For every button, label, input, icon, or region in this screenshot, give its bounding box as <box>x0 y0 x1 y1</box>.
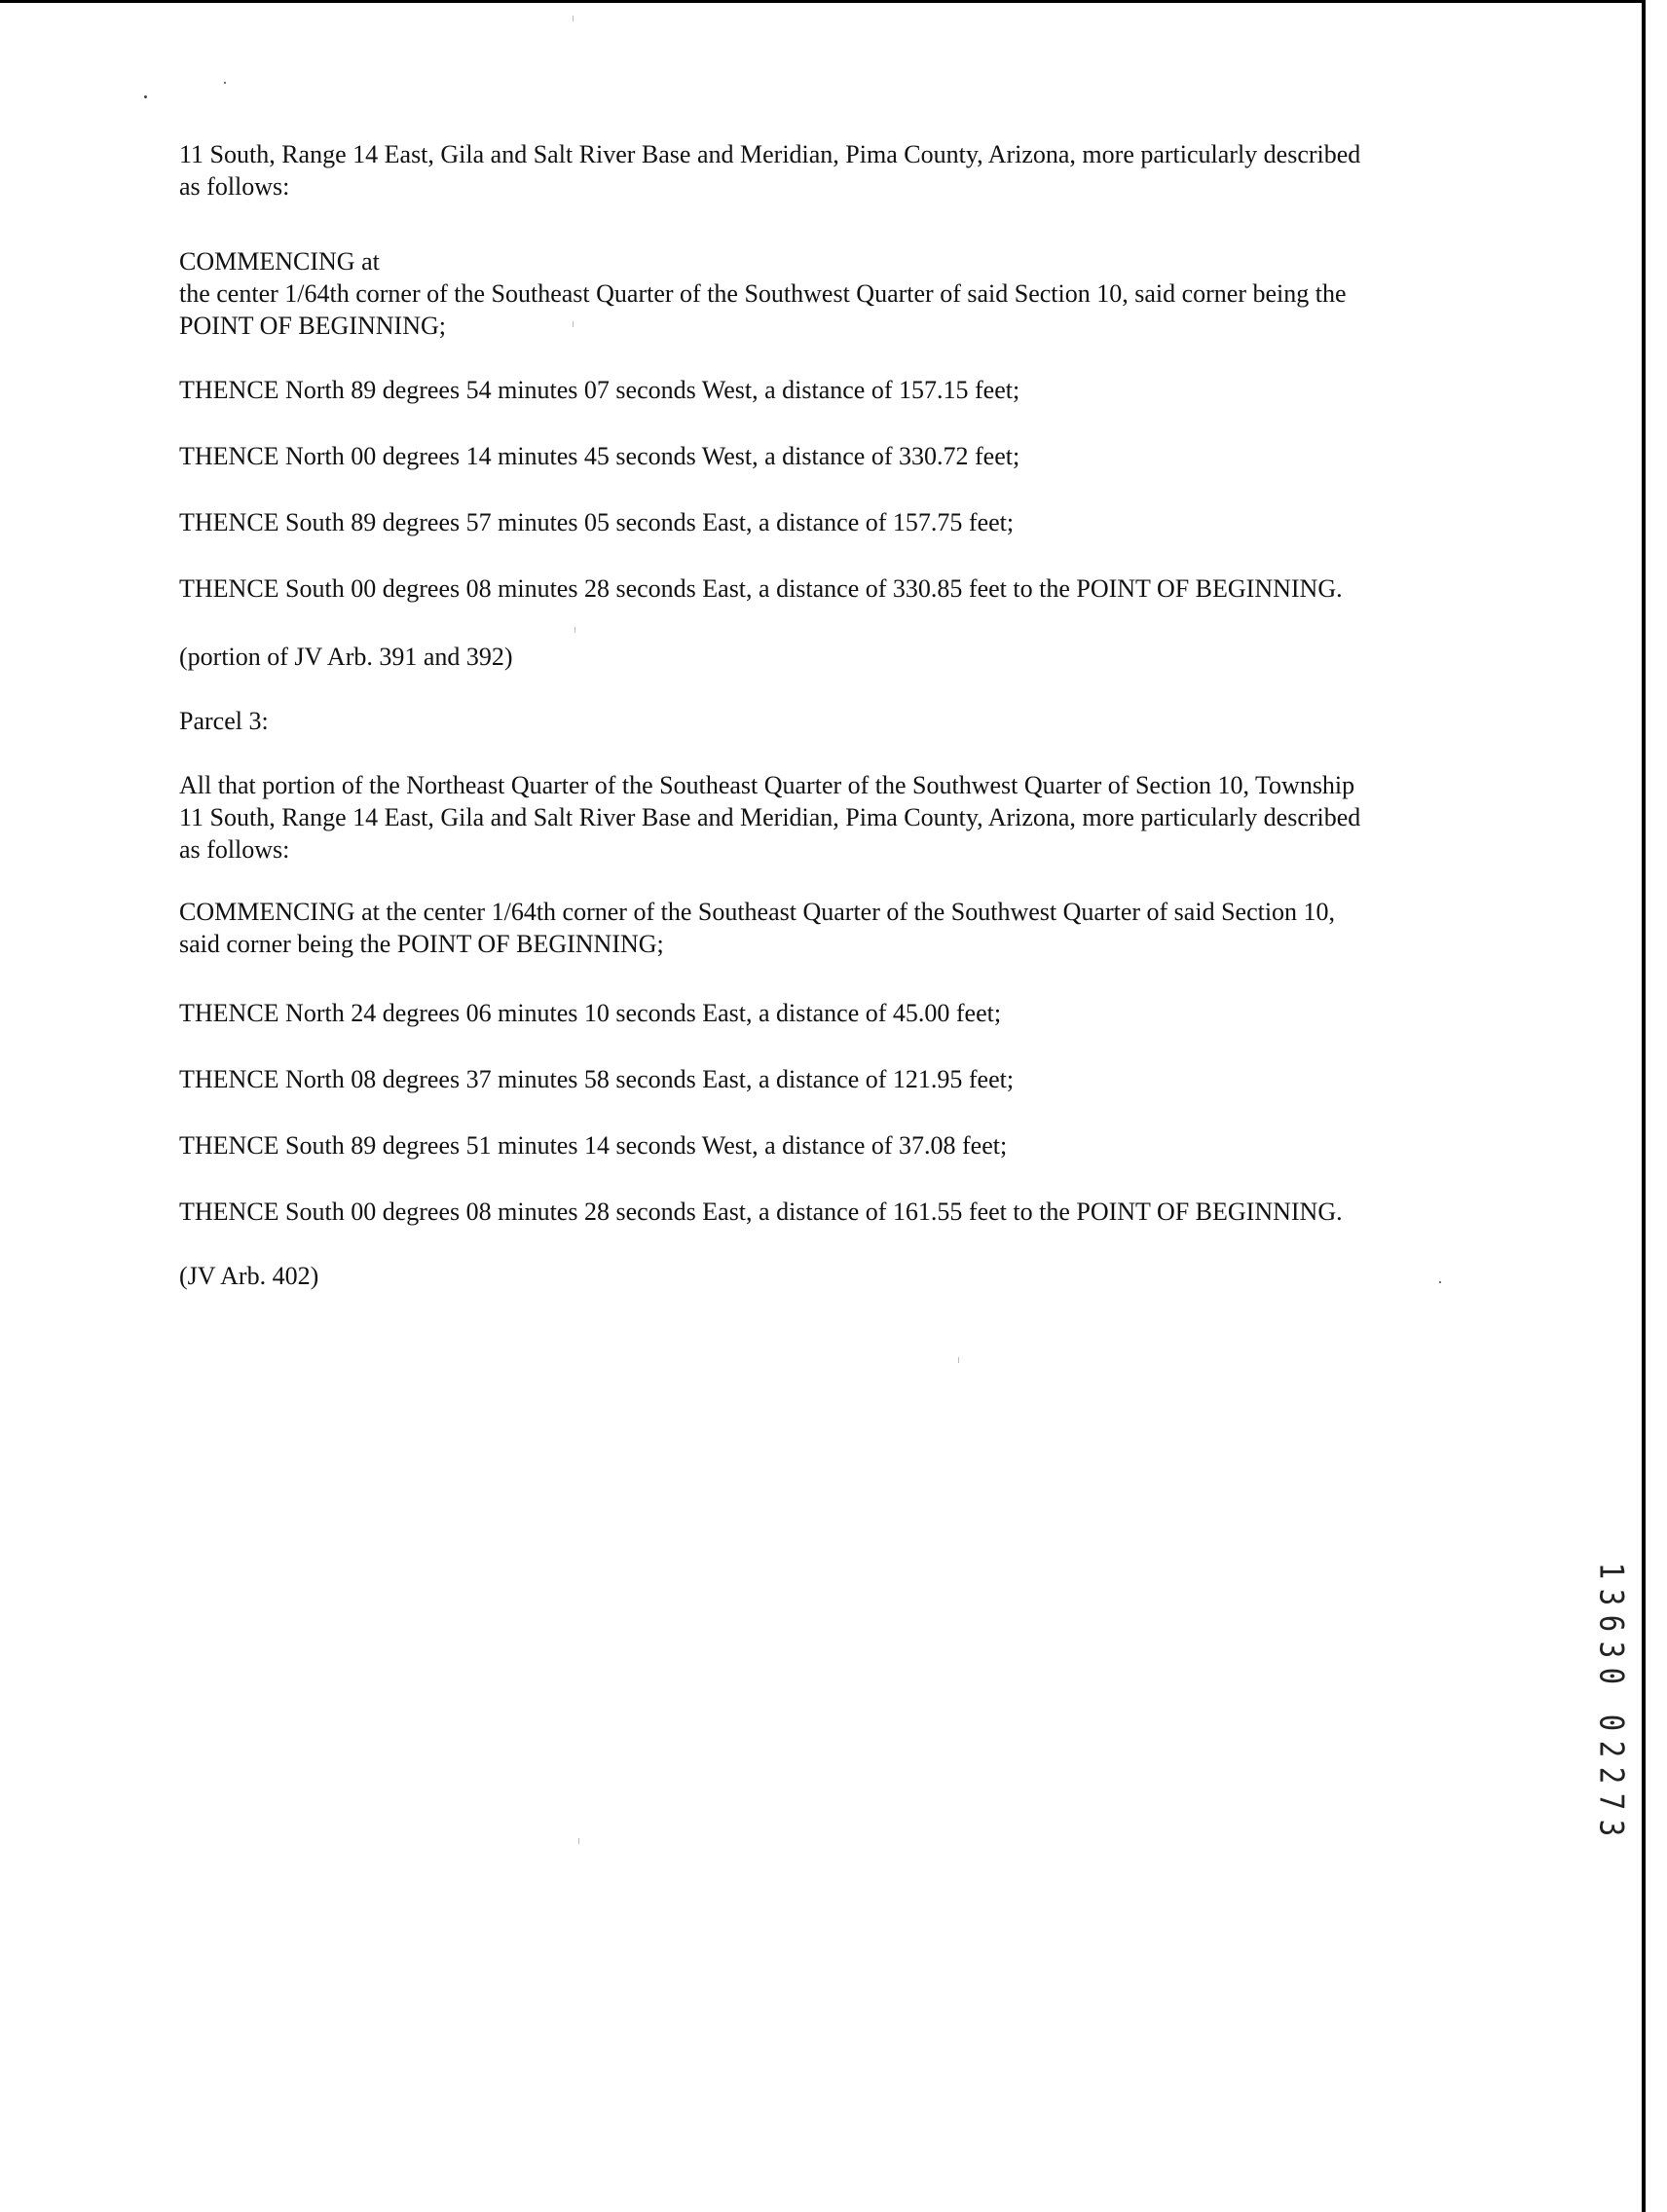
stamp-digit: 3 <box>1591 1641 1631 1659</box>
parcel3-course-3: THENCE South 89 degrees 51 minutes 14 seconds West, a distance of 37.08 feet; <box>179 1131 1008 1160</box>
stamp-digit: 6 <box>1591 1614 1631 1633</box>
scan-speck <box>224 82 226 84</box>
text-line: as follows: <box>179 172 290 201</box>
parcel3-legal-description <box>179 769 1464 866</box>
scan-mark <box>574 627 575 633</box>
parcel3-course-1: THENCE North 24 degrees 06 minutes 10 seconds East, a distance of 45.00 feet; <box>179 999 1002 1027</box>
stamp-digit: 0 <box>1591 1714 1631 1732</box>
stamp-digit: 3 <box>1591 1819 1631 1837</box>
stamp-digit: 0 <box>1591 1667 1631 1685</box>
scan-mark <box>958 1357 959 1363</box>
parcel2-course-2: THENCE North 00 degrees 14 minutes 45 seconds West, a distance of 330.72 feet; <box>179 442 1020 470</box>
text-line: as follows: <box>179 835 290 864</box>
parcel2-reference-note: (portion of JV Arb. 391 and 392) <box>179 643 513 671</box>
right-scan-edge <box>1642 0 1646 2212</box>
stamp-digit: 2 <box>1591 1740 1631 1758</box>
parcel3-heading: Parcel 3: <box>179 707 269 735</box>
text-line: COMMENCING at the center 1/64th corner of the Southeast Quarter of the Southwest Quarter of said Section 10, <box>179 898 1336 926</box>
text-line: the center 1/64th corner of the Southeast Quarter of the Southwest Quarter of said Section 10, said corner being the <box>179 279 1347 308</box>
parcel2-course-3: THENCE South 89 degrees 57 minutes 05 seconds East, a distance of 157.75 feet; <box>179 508 1015 536</box>
stamp-digit: 2 <box>1591 1766 1631 1785</box>
scan-speck <box>144 95 147 98</box>
scan-mark <box>573 16 574 21</box>
parcel3-course-4: THENCE South 00 degrees 08 minutes 28 seconds East, a distance of 161.55 feet to the POINT OF BEGINNING. <box>179 1198 1343 1226</box>
parcel2-legal-description-continued <box>179 138 1464 203</box>
stamp-digit: 1 <box>1591 1562 1631 1580</box>
text-line: POINT OF BEGINNING; <box>179 312 446 340</box>
text-line: said corner being the POINT OF BEGINNING; <box>179 930 664 958</box>
parcel2-course-1: THENCE North 89 degrees 54 minutes 07 seconds West, a distance of 157.15 feet; <box>179 376 1020 404</box>
stamp-digit: 7 <box>1591 1792 1631 1811</box>
text-line: All that portion of the Northeast Quarter of the Southeast Quarter of the Southwest Quarter of Section 10, Township <box>179 771 1355 799</box>
parcel2-commencing <box>179 245 1464 342</box>
text-line: COMMENCING at <box>179 247 380 276</box>
recording-page-number <box>1591 1710 1631 1841</box>
text-line: 11 South, Range 14 East, Gila and Salt River Base and Meridian, Pima County, Arizona, more particularly described <box>179 803 1361 831</box>
stamp-digit: 3 <box>1591 1588 1631 1606</box>
parcel3-commencing <box>179 896 1464 960</box>
parcel2-course-4: THENCE South 00 degrees 08 minutes 28 seconds East, a distance of 330.85 feet to the POINT OF BEGINNING. <box>179 574 1343 603</box>
top-scan-edge <box>0 0 1646 3</box>
parcel3-reference-note: (JV Arb. 402) <box>179 1262 319 1290</box>
parcel3-course-2: THENCE North 08 degrees 37 minutes 58 seconds East, a distance of 121.95 feet; <box>179 1065 1015 1093</box>
recording-docket-number <box>1591 1558 1631 1689</box>
scan-mark <box>578 1838 579 1844</box>
text-line: 11 South, Range 14 East, Gila and Salt River Base and Meridian, Pima County, Arizona, more particularly described <box>179 140 1361 168</box>
